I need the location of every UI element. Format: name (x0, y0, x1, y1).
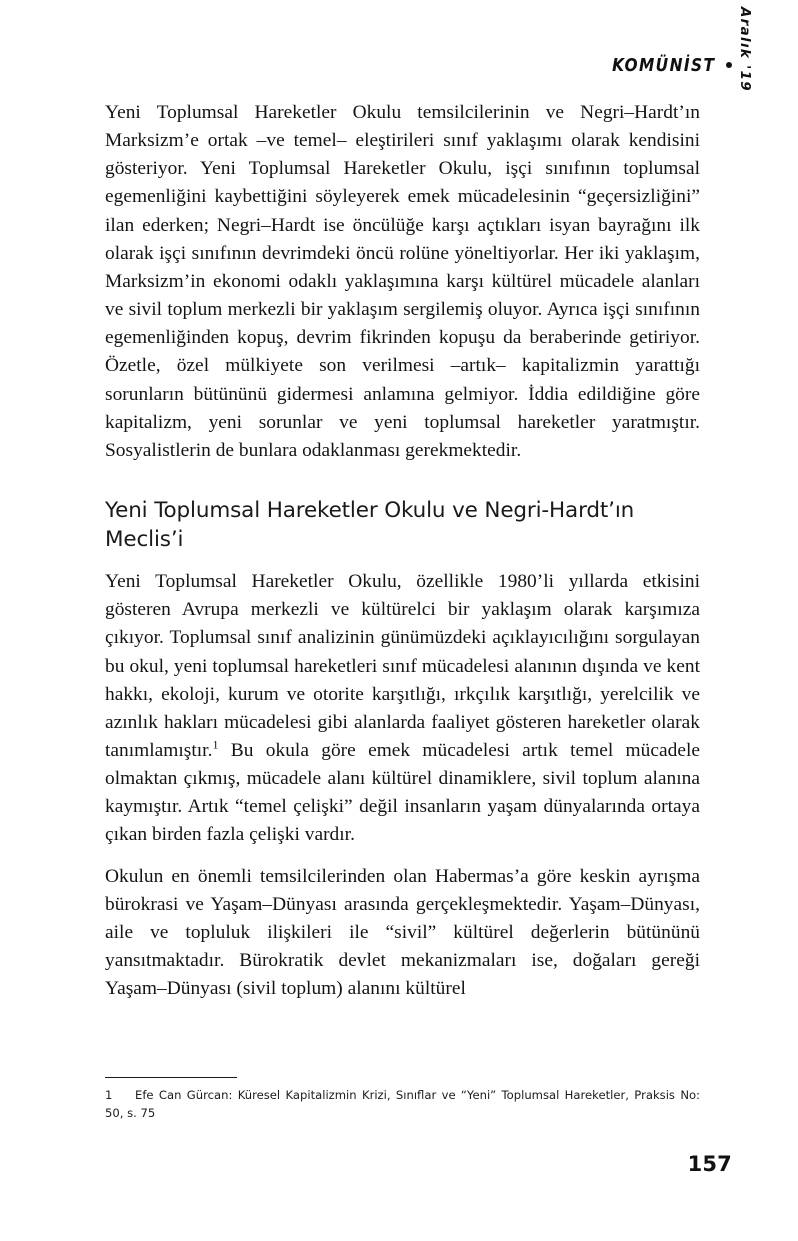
footnote-item (105, 1087, 700, 1122)
body-paragraph-2 (105, 568, 700, 850)
footnote-area (105, 1077, 700, 1122)
running-head (598, 56, 732, 76)
paragraph-2-text-before-footnote: Yeni Toplumsal Hareketler Okulu, özellikle 1980’li yıllarda etkisini gösteren Avrupa merkezli ve kültürelci bir yaklaşım olarak karşımıza çıkıyor. Toplumsal sınıf analizinin günümüzdeki açıklayıcılığını sorgulayan bu okul, yeni toplumsal hareketleri sınıf mücadelesi alanının dışında ve kent hakkı, ekoloji, kurum ve otorite karşıtlığı, ırkçılık karşıtlığı, yerelcilik ve azınlık hakları mücadelesi gibi alanlarda faaliyet gösteren hareketler olarak tanımlamıştır. (105, 571, 700, 761)
text-column (105, 99, 700, 1003)
footnote-text: Efe Can Gürcan: Küresel Kapitalizmin Krizi, Sınıflar ve “Yeni” Toplumsal Hareketler, Praksis No: 50, s. 75 (105, 1088, 700, 1120)
body-paragraph-1: Yeni Toplumsal Hareketler Okulu temsilcilerinin ve Negri–Hardt’ın Marksizm’e ortak –ve temel– eleştirileri sınıf yaklaşımı olarak kendisini gösteriyor. Yeni Toplumsal Hareketler Okulu, işçi sınıfının toplumsal egemenliğini kaybettiğini söyleyerek emek mücadelesinin “geçersizliğini” ilan ederken; Negri–Hardt ise öncülüğe karşı açtıkları isyan bayrağını ilk olarak işçi sınıfının devrimdeki öncü rolüne yöneltiyorlar. Her iki yaklaşım, Marksizm’in ekonomi odaklı yaklaşımına karşı kültürel mücadele alanları ve sivil toplum merkezli bir yaklaşım sergilemiş oluyor. Ayrıca işçi sınıfının egemenliğinden kopuş, devrim fikrinden kopuşu da beraberinde getiriyor. Özetle, özel mülkiyete son verilmesi –artık– kapitalizmin yarattığı sorunların bütününü gidermesi anlamına gelmiyor. İddia edildiğine göre kapitalizm, yeni sorunlar ve yeni toplumsal hareketler yaratmıştır. Sosyalistlerin de bunlara odaklanması gerekmektedir. (105, 102, 700, 461)
section-heading: Yeni Toplumsal Hareketler Okulu ve Negri-Hardt’ın Meclis’i (105, 498, 635, 553)
page-number: 157 (687, 1152, 732, 1176)
running-head-date: Aralık '19 (737, 6, 753, 92)
footnote-number: 1 (105, 1088, 113, 1102)
body-paragraph-3: Okulun en önemli temsilcilerinden olan Habermas’a göre keskin ayrışma bürokrasi ve Yaşam–Dünyası arasında gerçekleşmektedir. Yaşam–Dünyası, aile ve topluluk ilişkileri ile “sivil” kültürel değerlerin bütününü yansıtmaktadır. Bürokratik devlet mekanizmaları ise, doğaları gereği Yaşam–Dünyası (sivil toplum) alanını kültürel (105, 865, 700, 1000)
paragraph-2-text-after-footnote: Bu okula göre emek mücadelesi artık temel mücadele olmaktan çıkmış, mücadele alanı kültürel dinamiklere, sivil toplum alanına kaymıştır. Artık “temel çelişki” değil insanların yaşam dünyalarında ortaya çıkan birden fazla çelişki vardır. (105, 739, 700, 846)
bullet-dot-icon (726, 62, 732, 68)
footnote-separator-rule (105, 1077, 237, 1078)
footnote-reference-1[interactable]: 1 (212, 737, 219, 752)
running-head-title: KOMÜNİST (611, 56, 715, 76)
